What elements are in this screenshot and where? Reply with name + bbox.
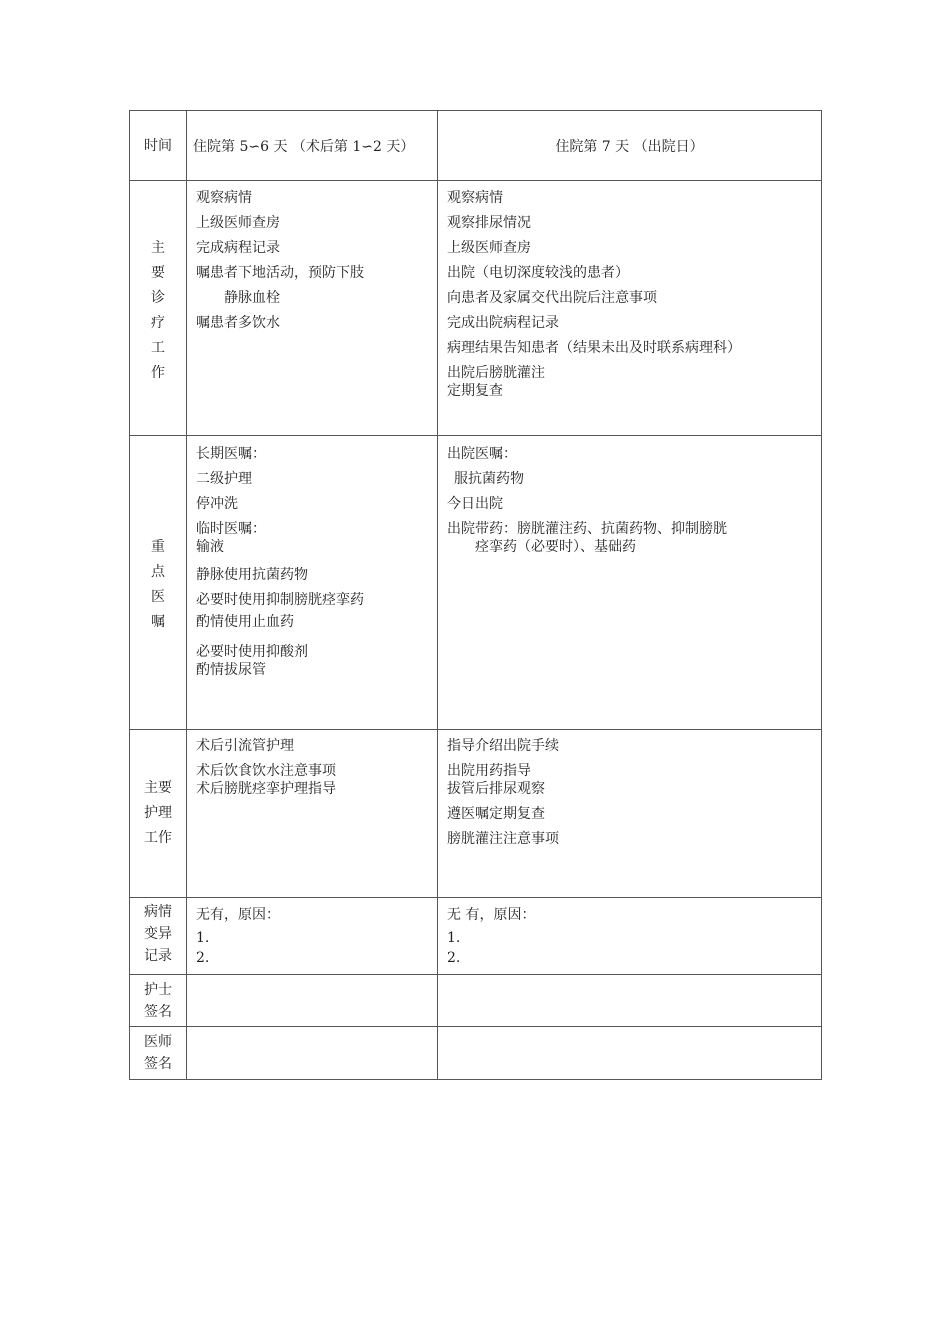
list-item: 出院后膀胱灌注 [447, 365, 545, 381]
orders-label-cell [130, 436, 187, 729]
list-item: 今日出院 [447, 496, 503, 512]
list-item: 酌情使用止血药 [196, 614, 294, 630]
label-char: 疗 [151, 315, 165, 331]
nursing-row [130, 730, 821, 898]
label-char: 诊 [151, 290, 165, 306]
list-item: 出院（电切深度较浅的患者） [447, 265, 629, 281]
label-line: 签名 [144, 1056, 172, 1072]
header-row [130, 111, 821, 181]
variance-label-cell [130, 898, 187, 974]
label-line: 护士 [144, 982, 172, 998]
diagnosis-label-cell [130, 181, 187, 435]
list-item: 术后膀胱痉挛护理指导 [196, 781, 336, 797]
label-line: 工作 [144, 830, 172, 846]
list-item: 必要时使用抑酸剂 [196, 644, 308, 660]
label-char: 作 [151, 365, 165, 381]
nursing-label [130, 776, 186, 851]
list-item: 痉挛药（必要时）、基础药 [475, 539, 636, 555]
orders-row [130, 436, 821, 730]
label-line: 主要 [144, 780, 172, 796]
list-item: 术后引流管护理 [196, 738, 294, 754]
list-item: 嘱患者下地活动，预防下肢 [196, 265, 364, 281]
label-line: 医师 [144, 1034, 172, 1050]
label-char: 点 [151, 564, 165, 580]
list-item: 静脉血栓 [224, 290, 280, 306]
orders-label [130, 535, 186, 635]
header-label-cell [130, 111, 187, 180]
list-item: 完成病程记录 [196, 240, 280, 256]
nurse-sign-label-cell [130, 975, 187, 1026]
doctor-sign-col2[interactable] [438, 1027, 821, 1079]
doctor-sign-label-cell [130, 1027, 187, 1079]
variance-row [130, 898, 821, 975]
list-item: 观察病情 [196, 190, 252, 206]
list-item: 指导介绍出院手续 [447, 738, 559, 754]
variance-option: 无有，原因： [196, 907, 280, 923]
diagnosis-label [130, 236, 186, 386]
list-item: 完成出院病程记录 [447, 315, 559, 331]
label-line: 变异 [144, 926, 172, 942]
variance-item: 2. [196, 950, 210, 966]
header-col1: 住院第 5∽6 天 （术后第 1∽2 天） [193, 139, 415, 155]
label-char: 医 [151, 589, 165, 605]
label-char: 要 [151, 265, 165, 281]
nurse-sign-row [130, 975, 821, 1027]
list-item: 出院用药指导 [447, 763, 531, 779]
list-item: 上级医师查房 [196, 215, 280, 231]
header-col1-cell [187, 111, 438, 180]
diagnosis-col1-cell [187, 181, 438, 435]
nurse-sign-label [130, 979, 186, 1023]
nurse-sign-col2[interactable] [438, 975, 821, 1026]
list-item: 静脉使用抗菌药物 [196, 567, 308, 583]
variance-item: 1. [447, 930, 461, 946]
list-item: 上级医师查房 [447, 240, 531, 256]
list-item: 遵医嘱定期复查 [447, 806, 545, 822]
header-col2-cell [438, 111, 821, 180]
label-line: 签名 [144, 1004, 172, 1020]
label-line: 病情 [144, 904, 172, 920]
header-col2: 住院第 7 天 （出院日） [555, 139, 704, 155]
list-item: 长期医嘱： [196, 446, 266, 462]
nursing-label-cell [130, 730, 187, 897]
list-item: 临时医嘱： [196, 521, 266, 537]
header-label: 时间 [144, 138, 172, 154]
list-item: 嘱患者多饮水 [196, 315, 280, 331]
label-line: 记录 [144, 948, 172, 964]
label-char: 嘱 [151, 614, 165, 630]
nurse-sign-col1[interactable] [187, 975, 438, 1026]
list-item: 必要时使用抑制膀胱痉挛药 [196, 592, 364, 608]
nursing-col1-cell [187, 730, 438, 897]
list-item: 二级护理 [196, 471, 252, 487]
list-item: 病理结果告知患者（结果未出及时联系病理科） [447, 340, 741, 356]
list-item: 出院带药：膀胱灌注药、抗菌药物、抑制膀胱 [447, 521, 727, 537]
diagnosis-row [130, 181, 821, 436]
label-char: 主 [151, 240, 165, 256]
label-line: 护理 [144, 805, 172, 821]
list-item: 膀胱灌注注意事项 [447, 831, 559, 847]
label-char: 工 [151, 340, 165, 356]
orders-col2-cell [438, 436, 821, 729]
list-item: 酌情拔尿管 [196, 662, 266, 678]
list-item: 术后饮食饮水注意事项 [196, 763, 336, 779]
nursing-col2-cell [438, 730, 821, 897]
doctor-sign-row [130, 1027, 821, 1079]
doctor-sign-col1[interactable] [187, 1027, 438, 1079]
list-item: 出院医嘱： [447, 446, 517, 462]
clinical-pathway-table [129, 110, 822, 1080]
variance-col1-cell [187, 898, 438, 974]
list-item: 拔管后排尿观察 [447, 781, 545, 797]
label-char: 重 [151, 539, 165, 555]
variance-option: 无 有，原因： [447, 907, 536, 923]
variance-col2-cell [438, 898, 821, 974]
list-item: 服抗菌药物 [454, 471, 524, 487]
variance-item: 2. [447, 950, 461, 966]
list-item: 输液 [196, 539, 224, 555]
list-item: 定期复查 [447, 383, 503, 399]
list-item: 观察病情 [447, 190, 503, 206]
list-item: 向患者及家属交代出院后注意事项 [447, 290, 657, 306]
doctor-sign-label [130, 1031, 186, 1075]
orders-col1-cell [187, 436, 438, 729]
list-item: 观察排尿情况 [447, 215, 531, 231]
variance-label [130, 901, 186, 967]
list-item: 停冲洗 [196, 496, 238, 512]
diagnosis-col2-cell [438, 181, 821, 435]
variance-item: 1. [196, 930, 210, 946]
